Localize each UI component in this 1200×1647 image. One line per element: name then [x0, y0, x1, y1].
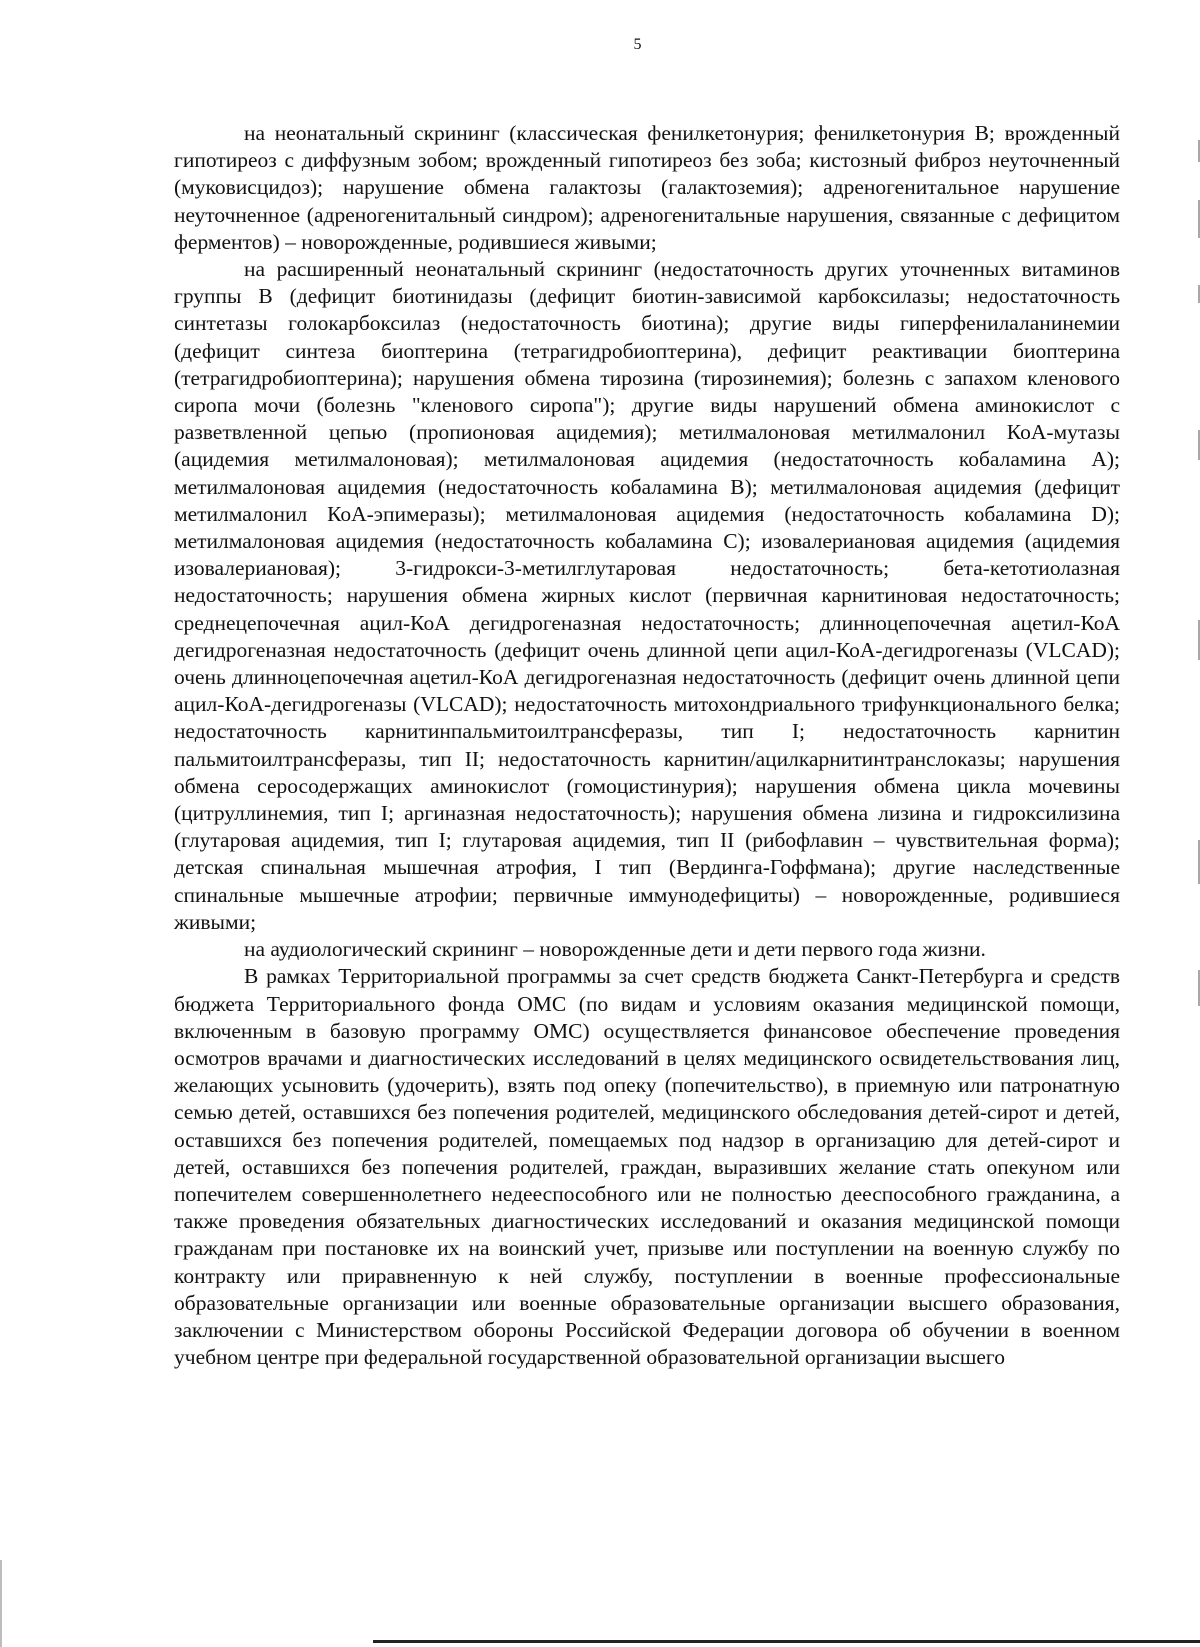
- paragraph-extended-neonatal-screening: на расширенный неонатальный скрининг (недостаточность других уточненных витаминов группы В (дефицит биотинидазы (дефицит биотин-зависимой карбоксилазы; недостаточность синтетазы голокарбоксилаз (недостаточность биотина); другие виды гиперфенилаланинемии (дефицит синтеза биоптерина (тетрагидробиоптерина), дефицит реактивации биоптерина (тетрагидробиоптерина); нарушения обмена тирозина (тирозинемия); болезнь с запахом кленового сиропа мочи (болезнь "кленового сиропа"); другие виды нарушений обмена аминокислот с разветвленной цепью (пропионовая ацидемия); метилмалоновая метилмалонил КоА-мутазы (ацидемия метилмалоновая); метилмалоновая ацидемия (недостаточность кобаламина А); метилмалоновая ацидемия (недостаточность кобаламина В); метилмалоновая ацидемия (дефицит метилмалонил КоА-эпимеразы); метилмалоновая ацидемия (недостаточность кобаламина D); метилмалоновая ацидемия (недостаточность кобаламина С); изовалериановая ацидемия (ацидемия изовалериановая); 3-гидрокси-3-метилглутаровая недостаточность; бета-кетотиолазная недостаточность; нарушения обмена жирных кислот (первичная карнитиновая недостаточность; среднецепочечная ацил-КоА дегидрогеназная недостаточность; длинноцепочечная ацетил-КоА дегидрогеназная недостаточность (дефицит очень длинной цепи ацил-КоА-дегидрогеназы (VLCAD); очень длинноцепочечная ацетил-КоА дегидрогеназная недостаточность (дефицит очень длинной цепи ацил-КоА-дегидрогеназы (VLCAD); недостаточность митохондриального трифункционального белка; недостаточность карнитинпальмитоилтрансферазы, тип I; недостаточность карнитин пальмитоилтрансферазы, тип II; недостаточность карнитин/ацилкарнитинтранслоказы; нарушения обмена серосодержащих аминокислот (гомоцистинурия); нарушения обмена цикла мочевины (цитруллинемия, тип I; аргиназная недостаточность); нарушения обмена лизина и гидроксилизина (глутаровая ацидемия, тип I; глутаровая ацидемия, тип II (рибофлавин – чувствительная форма); детская спинальная мышечная атрофия, I тип (Вердинга-Гоффмана); другие наследственные спинальные мышечные атрофии; первичные иммунодефициты) – новорожденные, родившиеся живыми;: [174, 257, 1120, 934]
- paragraph-audiological-screening: на аудиологический скрининг – новорожденные дети и дети первого года жизни.: [244, 937, 986, 962]
- document-body: [174, 120, 1120, 1371]
- scan-edge-marks: [1196, 140, 1200, 1120]
- scan-edge-mark-left: [0, 1560, 2, 1647]
- page-number: 5: [633, 36, 642, 53]
- paragraph-territorial-program: В рамках Территориальной программы за счет средств бюджета Санкт-Петербурга и средств бюджета Территориального фонда ОМС (по видам и условиям оказания медицинской помощи, включенным в базовую программу ОМС) осуществляется финансовое обеспечение проведения осмотров врачами и диагностических исследований в целях медицинского освидетельствования лиц, желающих усыновить (удочерить), взять под опеку (попечительство), в приемную или патронатную семью детей, оставшихся без попечения родителей, медицинского обследования детей-сирот и детей, оставшихся без попечения родителей, помещаемых под надзор в организацию для детей-сирот и детей, оставшихся без попечения родителей, граждан, выразивших желание стать опекуном или попечителем совершеннолетнего недееспособного или не полностью дееспособного гражданина, а также проведения обязательных диагностических исследований и оказания медицинской помощи гражданам при постановке их на воинский учет, призыве или поступлении на военную службу по контракту или приравненную к ней службу, поступлении в военные профессиональные образовательные организации или военные образовательные организации высшего образования, заключении с Министерством обороны Российской Федерации договора об обучении в военном учебном центре при федеральной государственной образовательной организации высшего: [174, 964, 1120, 1370]
- paragraph-neonatal-screening: на неонатальный скрининг (классическая фенилкетонурия; фенилкетонурия В; врожденный гипотиреоз с диффузным зобом; врожденный гипотиреоз без зоба; кистозный фиброз неуточненный (муковисцидоз); нарушение обмена галактозы (галактоземия); адреногенитальное нарушение неуточненное (адреногенитальный синдром); адреногенитальные нарушения, связанные с дефицитом ферментов) – новорожденные, родившиеся живыми;: [174, 121, 1120, 254]
- bottom-rule: [373, 1640, 1200, 1643]
